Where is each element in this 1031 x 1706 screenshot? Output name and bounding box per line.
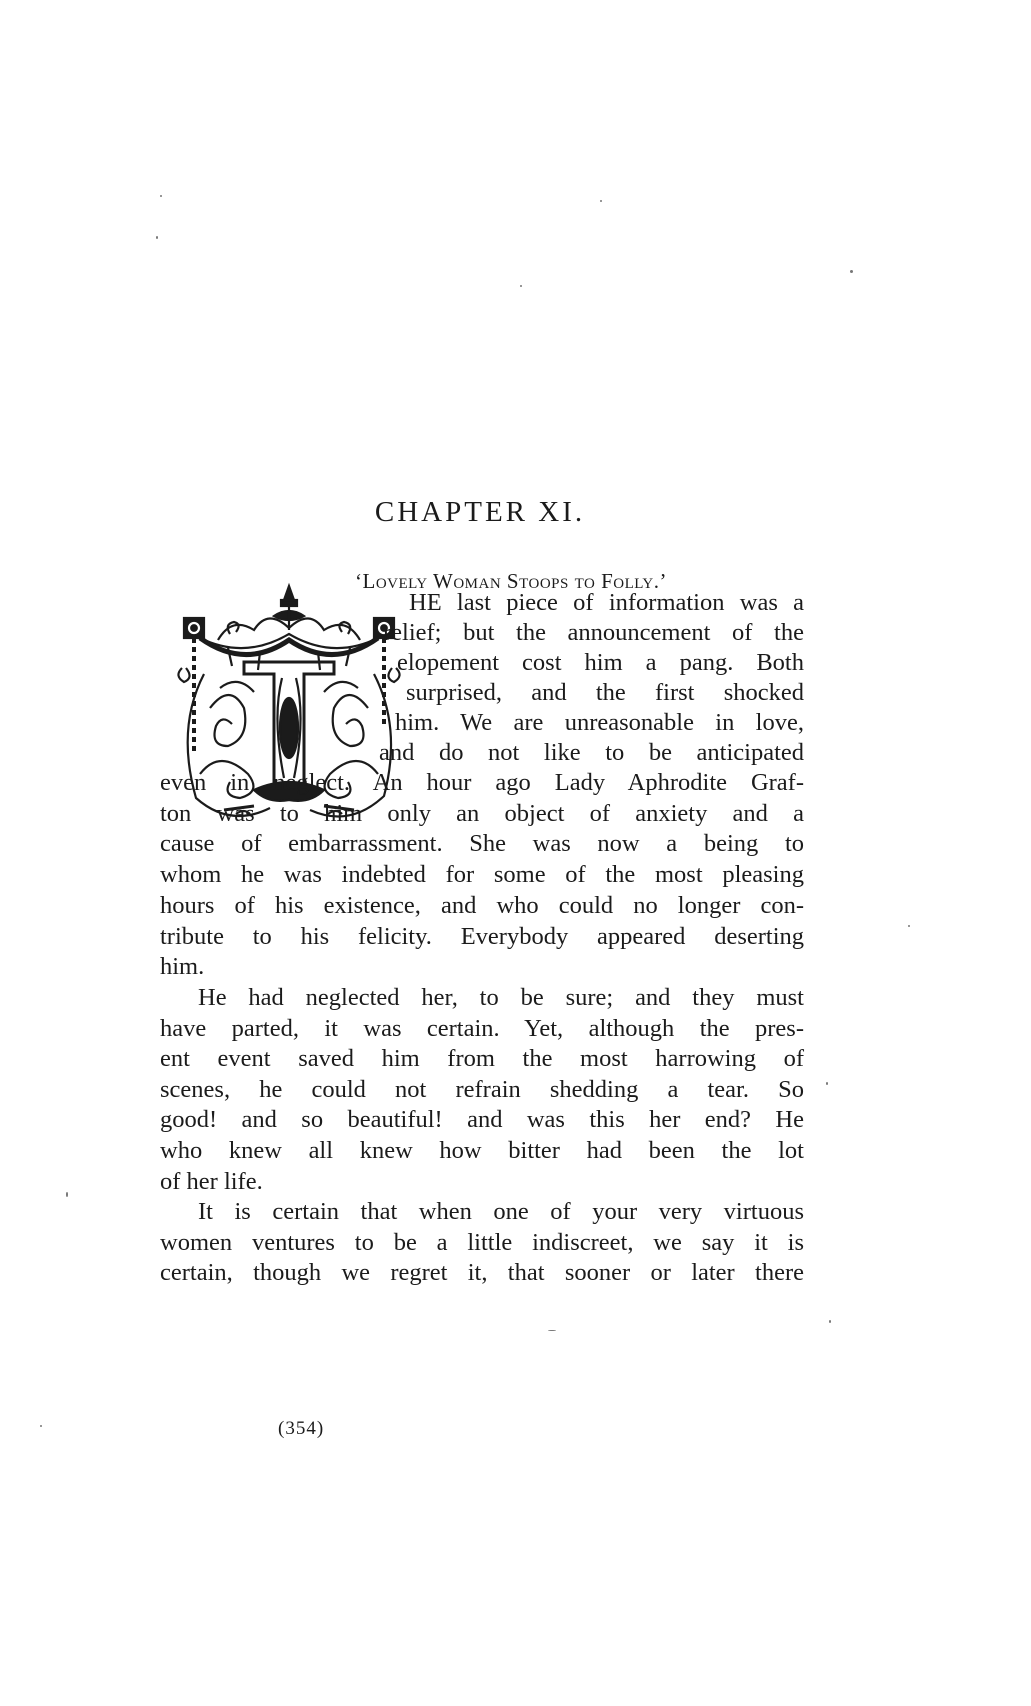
text-line: ent event saved him from the most harrowing of (160, 1045, 804, 1072)
scan-speck (66, 1192, 68, 1197)
text-line: who knew all knew how bitter had been the lot (160, 1137, 804, 1164)
scan-speck (600, 200, 602, 202)
text-line: of her life. (160, 1168, 263, 1195)
text-line: him. We are unreasonable in love, (395, 709, 804, 736)
text-line: whom he was indebted for some of the most pleasing (160, 861, 804, 888)
text-line: He had neglected her, to be sure; and they must (198, 984, 804, 1011)
chapter-heading: CHAPTER XI. (374, 496, 586, 528)
text-line: tribute to his felicity. Everybody appeared deserting (160, 923, 804, 950)
scan-speck (156, 236, 158, 239)
text-line: ton was to him only an object of anxiety and a (160, 800, 804, 827)
text-line: good! and so beautiful! and was this her end? He (160, 1106, 804, 1133)
scan-speck (829, 1320, 831, 1323)
text-line: him. (160, 953, 205, 980)
text-line: even in neglect. An hour ago Lady Aphrodite Graf- (160, 769, 804, 796)
text-line: cause of embarrassment. She was now a being to (160, 830, 804, 857)
page-number: (354) (278, 1418, 325, 1439)
text-line: certain, though we regret it, that sooner or later there (160, 1259, 804, 1286)
scan-speck (548, 1330, 556, 1331)
text-line: It is certain that when one of your very virtuous (198, 1198, 804, 1225)
scan-speck (160, 195, 162, 197)
scan-speck (850, 270, 853, 273)
text-line: women ventures to be a little indiscreet, we say it is (160, 1229, 804, 1256)
scan-speck (40, 1425, 42, 1427)
text-line: relief; but the announcement of the (383, 619, 804, 646)
scan-speck (520, 285, 522, 287)
chapter-subtitle: ‘Lovely Woman Stoops to Folly.’ (355, 569, 667, 593)
text-line: and do not like to be anticipated (379, 739, 804, 766)
text-line: HE last piece of information was a (409, 589, 804, 616)
scan-speck (908, 925, 910, 927)
text-line: elopement cost him a pang. Both (397, 649, 804, 676)
text-line: hours of his existence, and who could no longer con- (160, 892, 804, 919)
scan-speck (826, 1082, 828, 1085)
text-line: have parted, it was certain. Yet, although the pres- (160, 1015, 804, 1042)
text-line: surprised, and the first shocked (406, 679, 804, 706)
text-line: scenes, he could not refrain shedding a tear. So (160, 1076, 804, 1103)
